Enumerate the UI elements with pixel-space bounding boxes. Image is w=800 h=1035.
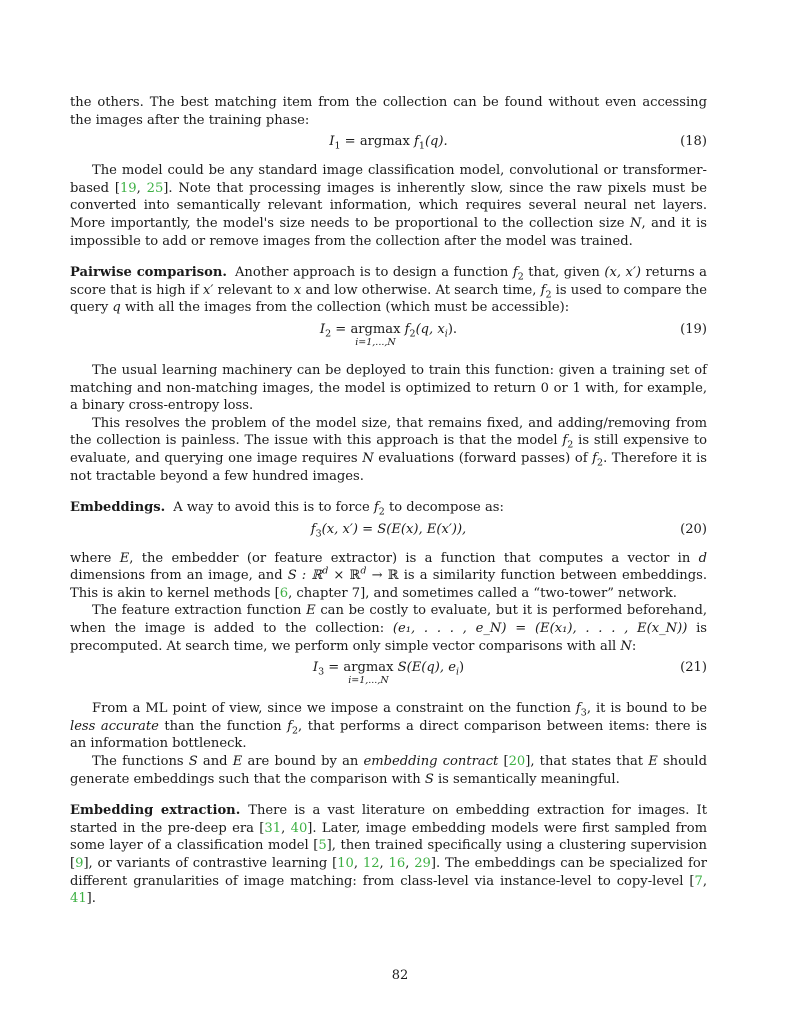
equation-21: $I_3 = argmax$ i=1,...,N S(E(q), $e_i$) (21) [312,660,707,686]
equation-18: $I_1 = argmax$ $f_1(q)$. (18) [329,134,707,152]
model-paragraph: The model could be any standard image classification model, convolutional or transformer-based [19, 25]. Note that processing images is inherently slow, since the raw pixels must be converted into semantically relevant information, which requires several neural net layers. More importantly, the model's size needs to be proportional to the collection size N, and it is impossible to add or remove images from the collection after the model was trained. [70,163,707,249]
citation-link[interactable]: 25 [146,180,164,196]
feature-extraction-paragraph: The feature extraction function E can be costly to evaluate, but it is performed beforehand, when the image is added to the collection: (e₁, . . . , e_N) = (E(x₁), . . . , E(x_N)) is precomputed. At search time, we perform only simple vector comparisons with all N: [70,603,708,654]
extraction-paragraph: Embedding extraction. There is a vast literature on embedding extraction for images. It started in the pre-deep era [31, 40]. Later, image embedding models were first sampled from some layer of a classification model [5], then trained specifically using a clustering supervision [9], or variants of contrastive learning [10, 12, 16, 29]. The embeddings can be specialized for different granularities of image matching: from class-level via instance-level to copy-level [7, 41]. [70,803,708,907]
citation-link[interactable]: 29 [414,856,431,871]
section-heading: Embedding extraction. [70,803,241,819]
citation-link[interactable]: 6 [279,585,289,601]
citation-link[interactable]: 41 [70,891,87,907]
citation-link[interactable]: 9 [75,856,84,871]
equation-number: (20) [680,521,707,537]
ml-view-paragraph: From a ML point of view, since we impose a constraint on the function $f_3$, it is bound to be less accurate than the function $f_2$, that performs a direct comparison between items: there is an information bottleneck. [70,701,707,752]
equation-number: (19) [680,321,707,337]
page-body [70,94,707,908]
pairwise-paragraph: Pairwise comparison. Another approach is to design a function $f_2$ that, given (x, x′) returns a score that is high if x′ relevant to x and low otherwise. At search time, $f_2$ is used to compare the query q with all the images from the collection (which must be accessible): [70,265,707,316]
citation-link[interactable]: 5 [318,838,327,854]
citation-link[interactable]: 20 [508,754,526,770]
argmax-operator: argmax i=1,...,N [343,660,394,686]
equation-20: $f_3(x$, x′) = S(E(x), E(x′)), (20) [310,521,707,540]
citation-link[interactable]: 19 [119,180,137,196]
citation-link[interactable]: 12 [362,856,380,871]
page-number: 82 [391,968,409,983]
embeddings-paragraph: Embeddings. A way to avoid this is to force $f_2$ to decompose as: [70,500,504,518]
intro-paragraph: the others. The best matching item from the collection can be found without even accessing the images after the training phase: [70,95,707,128]
equation-number: (18) [680,134,707,150]
contract-paragraph: The functions S and E are bound by an embedding contract [20], that states that E should generate embeddings such that the comparison with S is semantically meaningful. [70,754,708,787]
citation-link[interactable]: 7 [694,873,703,889]
citation-link[interactable]: 16 [388,856,406,871]
model-size-paragraph: This resolves the problem of the model size, that remains fixed, and adding/removing from the collection is painless. The issue with this approach is that the model $f_2$ is still expensive to evaluate, and querying one image requires N evaluations (forward passes) of $f_2$. Therefore it is not tractable beyond a few hundred images. [70,415,707,484]
learning-paragraph: The usual learning machinery can be deployed to train this function: given a training set of matching and non-matching images, the model is optimized to return 0 or 1 with, for example, a binary cross-entropy loss. [70,362,707,414]
citation-link[interactable]: 10 [337,856,354,871]
embedder-paragraph: where E, the embedder (or feature extractor) is a function that computes a vector in d dimensions from an image, and S : ℝ$^d$ × ℝ$^d$ → ℝ is a similarity function between embeddings. This is akin to kernel methods [6, chapter 7], and sometimes called a “two-tower” network. [70,550,707,601]
equation-number: (21) [680,660,707,676]
argmax-operator: argmax i=1,...,N [350,321,401,348]
section-heading: Embeddings. [70,500,166,516]
citation-link[interactable]: 31 [264,820,282,836]
equation-19: $I_2 = argmax$ i=1,...,N $f_2(q$, $x_i$). (19) [319,321,707,348]
section-heading: Pairwise comparison. [70,265,227,281]
citation-link[interactable]: 40 [290,820,308,836]
